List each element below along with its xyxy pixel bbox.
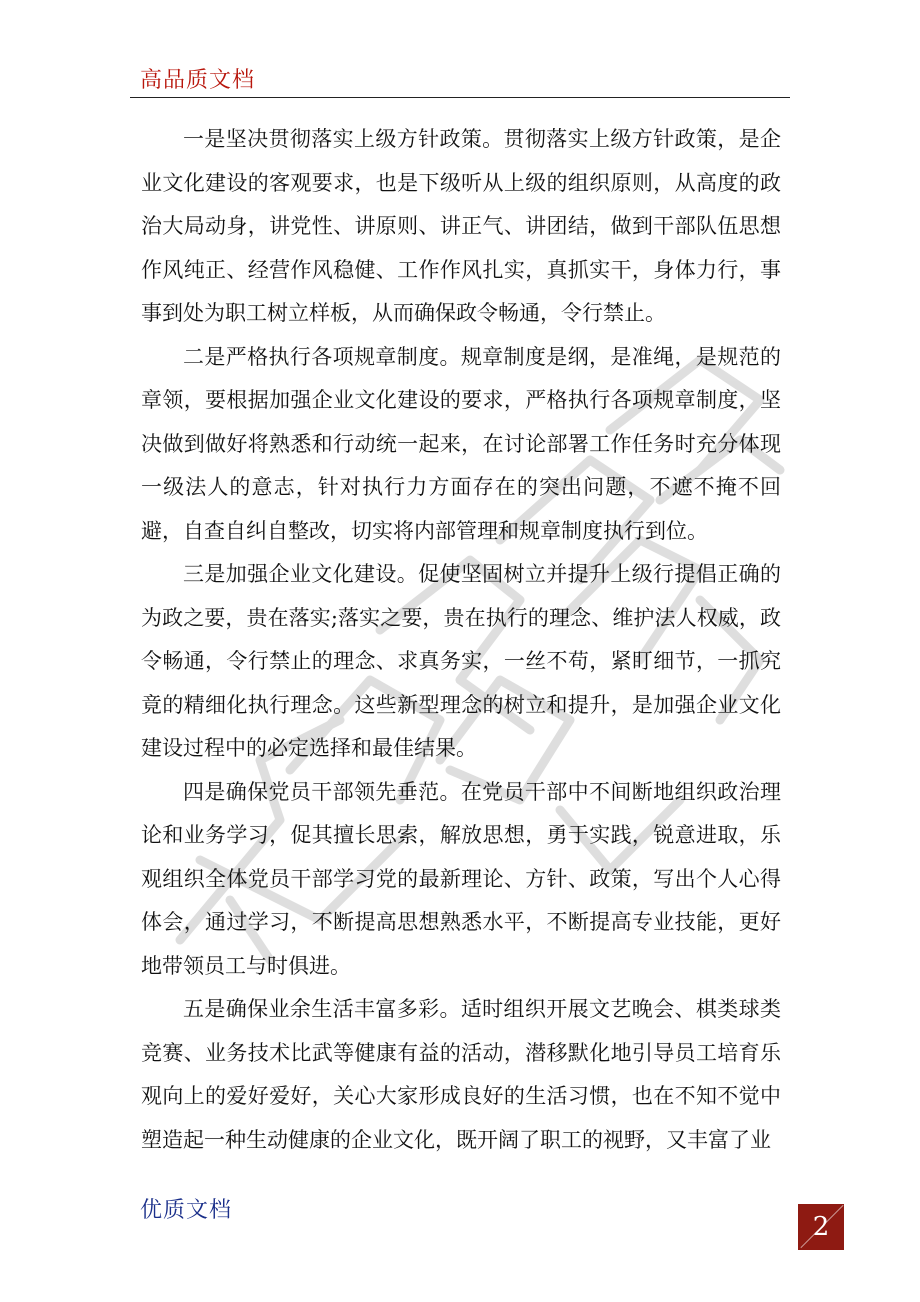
paragraph-1: 一是坚决贯彻落实上级方针政策。贯彻落实上级方针政策，是企业文化建设的客观要求，也是下级听从上级的组织原则，从高度的政治大局动身，讲党性、讲原则、讲正气、讲团结，做到干部队伍思想作风纯正、经营作风稳健、工作作风扎实，真抓实干，身体力行，事事到处为职工树立样板，从而确保政令畅通，令行禁止。	[141, 127, 781, 325]
document-body	[141, 118, 781, 1162]
page-number-badge	[798, 1204, 844, 1250]
paragraph-4: 四是确保党员干部领先垂范。在党员干部中不间断地组织政治理论和业务学习，促其擅长思索，解放思想，勇于实践，锐意进取，乐观组织全体党员干部学习党的最新理论、方针、政策，写出个人心得体会，通过学习，不断提高思想熟悉水平，不断提高专业技能，更好地带领员工与时俱进。	[141, 779, 781, 978]
paragraph-3: 三是加强企业文化建设。促使坚固树立并提升上级行提倡正确的为政之要，贵在落实;落实之要，贵在执行的理念、维护法人权威，政令畅通，令行禁止的理念、求真务实，一丝不苟，紧盯细节，一抓究竟的精细化执行理念。这些新型理念的树立和提升，是加强企业文化建设过程中的必定选择和最佳结果。	[141, 562, 781, 760]
page-number: 2	[812, 1212, 830, 1242]
header-divider	[130, 97, 790, 98]
header-title: 高品质文档	[140, 68, 256, 93]
paragraph-2: 二是严格执行各项规章制度。规章制度是纲，是准绳，是规范的章领，要根据加强企业文化建设的要求，严格执行各项规章制度，坚决做到做好将熟悉和行动统一起来，在讨论部署工作任务时充分体现一级法人的意志，针对执行力方面存在的突出问题，不遮不掩不回避，自查自纠自整改，切实将内部管理和规章制度执行到位。	[141, 344, 781, 543]
footer-title: 优质文档	[140, 1198, 233, 1223]
paragraph-5: 五是确保业余生活丰富多彩。适时组织开展文艺晚会、棋类球类竞赛、业务技术比武等健康有益的活动，潜移默化地引导员工培育乐观向上的爱好爱好，关心大家形成良好的生活习惯，也在不知不觉中塑造起一种生动健康的企业文化，既开阔了职工的视野，又丰富了业	[141, 997, 781, 1152]
